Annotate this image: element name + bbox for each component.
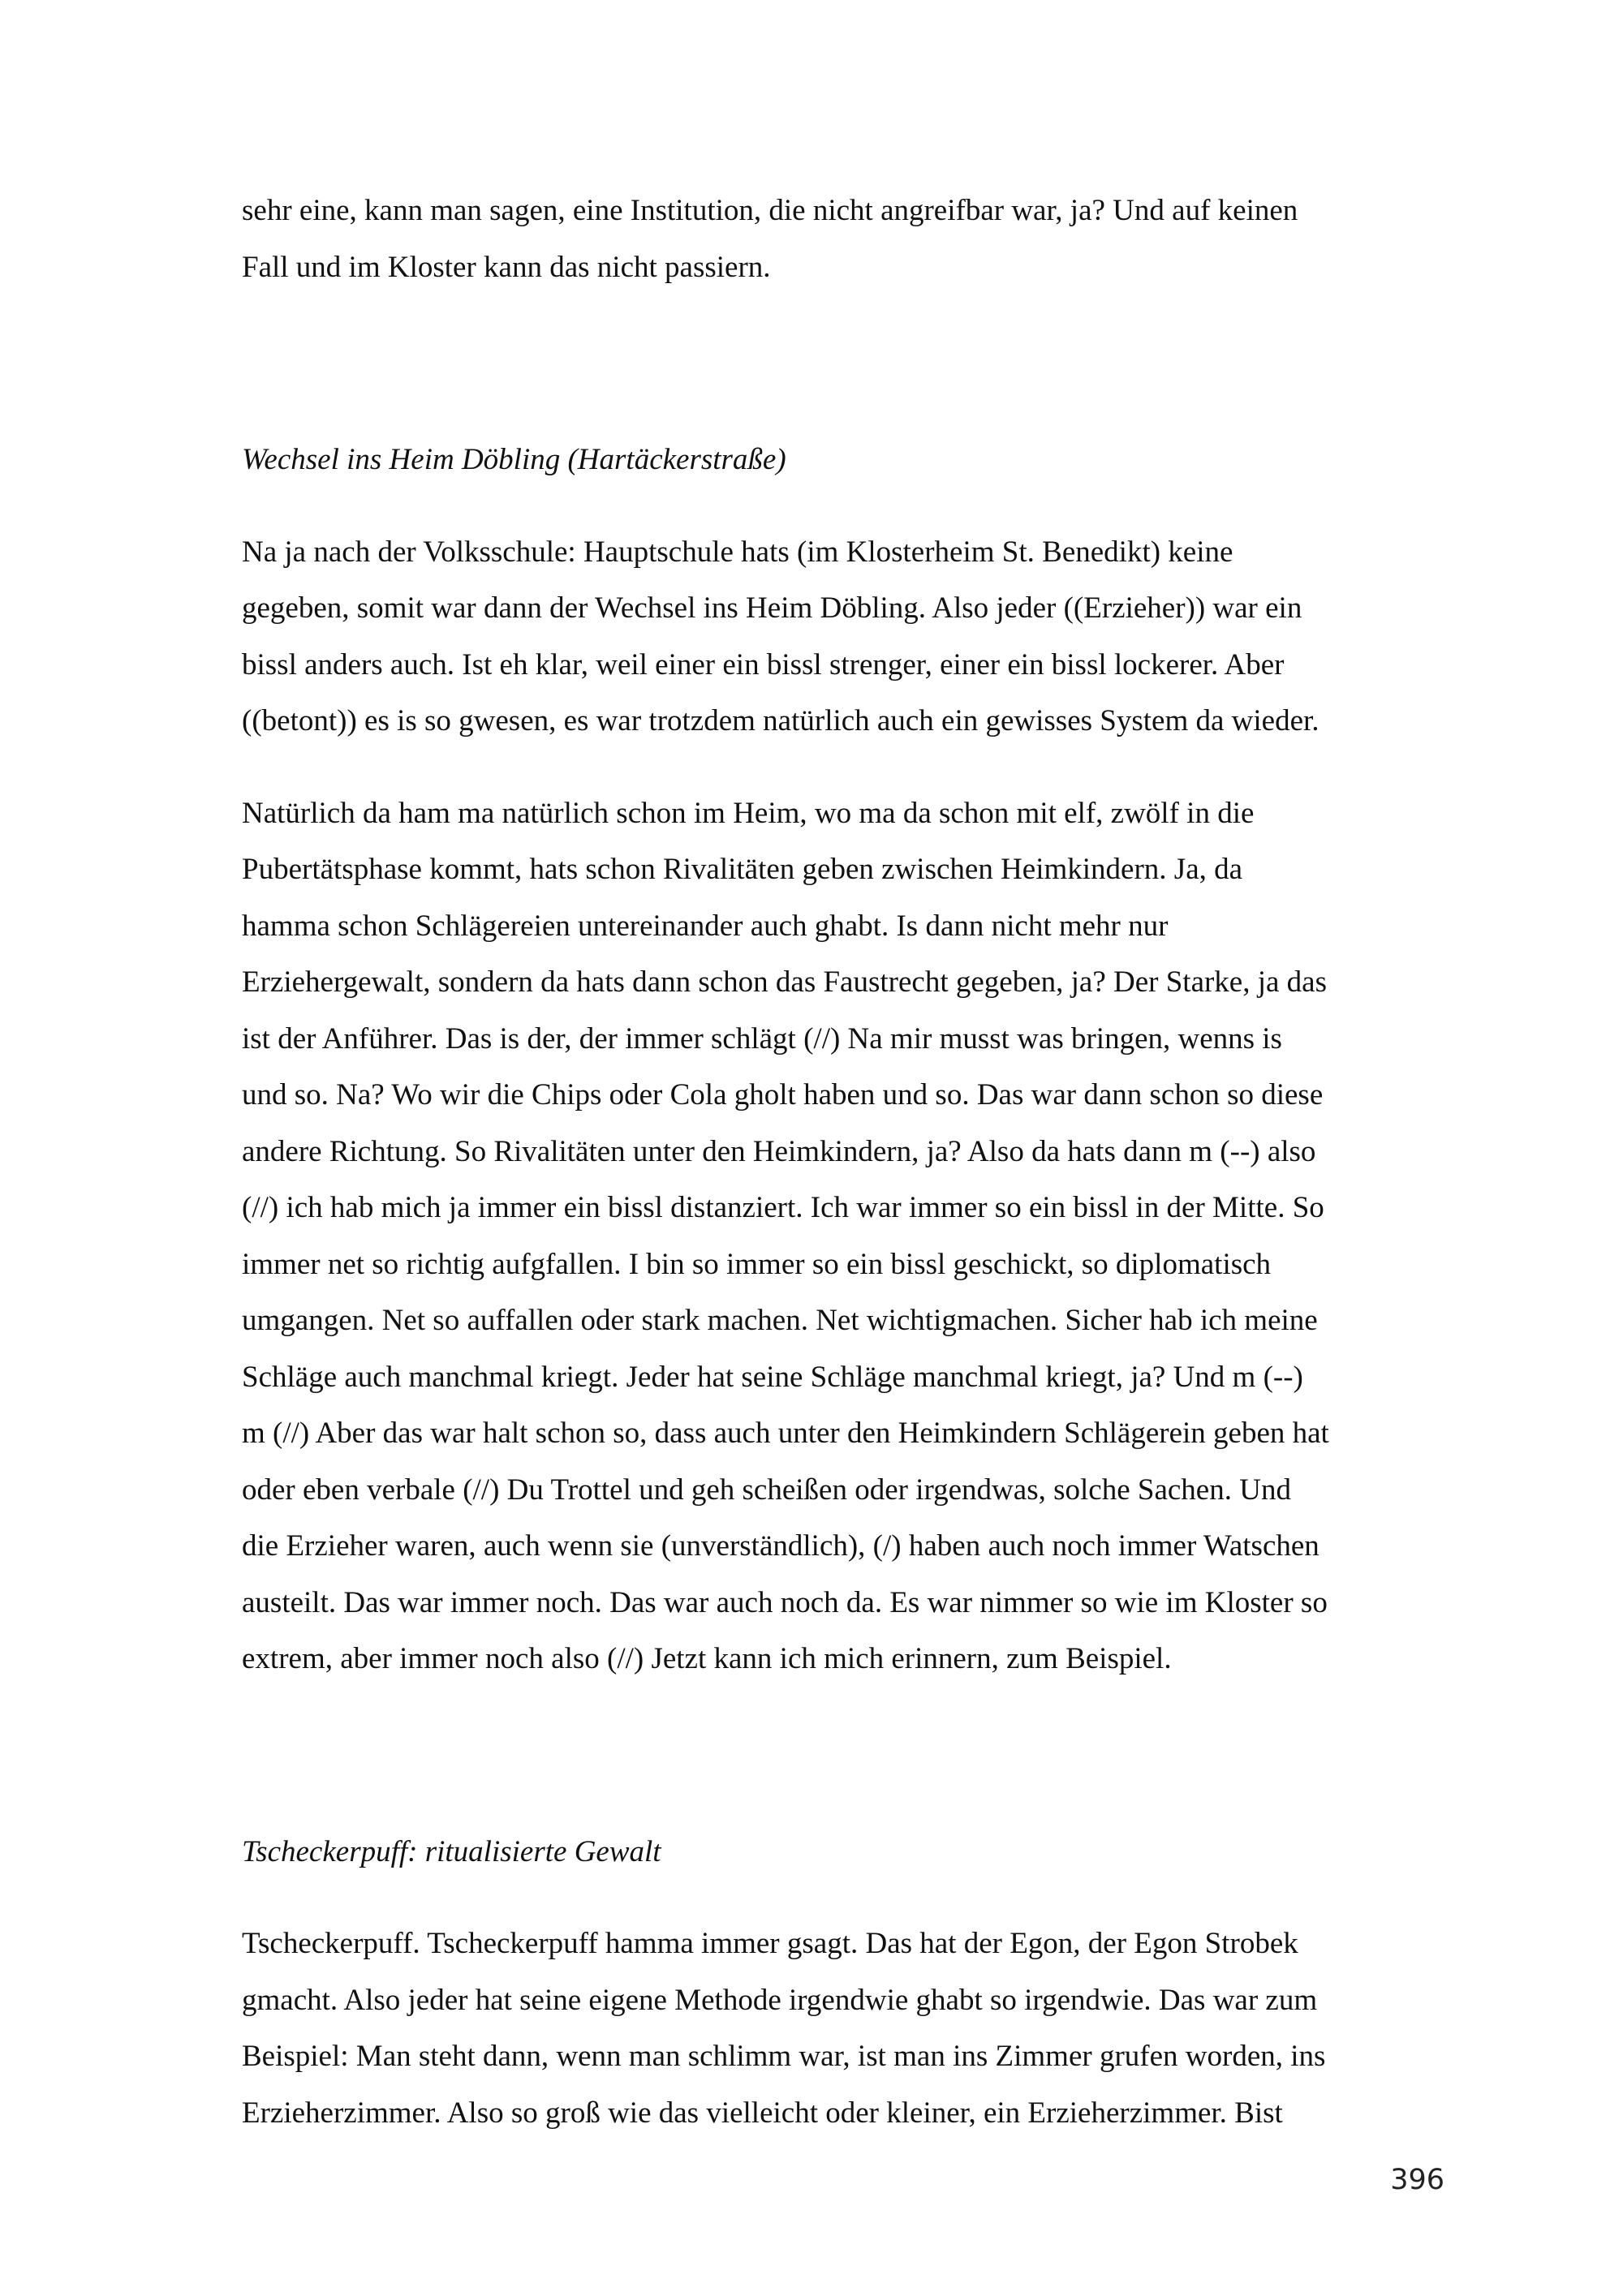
section-heading-wechsel: Wechsel ins Heim Döbling (Hartäckerstraße) <box>242 443 786 476</box>
section-1-paragraph-2: Natürlich da ham ma natürlich schon im Heim, wo ma da schon mit elf, zwölf in die Pubertätsphase kommt, hats schon Rivalitäten geben zwischen Heimkindern. Ja, da hamma schon Schlägereien untereinander auch ghabt. Is dann nicht mehr nur Erziehergewalt, sondern da hats dann schon das Faustrecht gegeben, ja? Der Starke, ja das ist der Anführer. Das is der, der immer schlägt (//) Na mir musst was bringen, wenns is und so. Na? Wo wir die Chips oder Cola gholt haben und so. Das war dann schon so diese andere Richtung. So Rivalitäten unter den Heimkindern, ja? Also da hats dann m (--) also (//) ich hab mich ja immer ein bissl distanziert. Ich war immer so ein bissl in der Mitte. So immer net so richtig aufgfallen. I bin so immer so ein bissl geschickt, so diplomatisch umgangen. Net so auffallen oder stark machen. Net wichtigmachen. Sicher hab ich meine Schläge auch manchmal kriegt. Jeder hat seine Schläge manchmal kriegt, ja? Und m (--) m (//) Aber das war halt schon so, dass auch unter den Heimkindern Schlägerein geben hat oder eben verbale (//) Du Trottel und geh scheißen oder irgendwas, solche Sachen. Und die Erzieher waren, auch wenn sie (unverständlich), (/) haben auch noch immer Watschen austeilt. Das war immer noch. Das war auch noch da. Es war nimmer so wie im Kloster so extrem, aber immer noch also (//) Jetzt kann ich mich erinnern, zum Beispiel. <box>242 796 1329 1675</box>
intro-paragraph: sehr eine, kann man sagen, eine Institution, die nicht angreifbar war, ja? Und auf keinen Fall und im Kloster kann das nicht passiern. <box>242 194 1298 284</box>
section-heading-tscheckerpuff: Tscheckerpuff: ritualisierte Gewalt <box>242 1834 661 1868</box>
page-number: 396 <box>1390 2164 1444 2196</box>
section-1-paragraph-1: Na ja nach der Volksschule: Hauptschule hats (im Klosterheim St. Benedikt) keine gegeben, somit war dann der Wechsel ins Heim Döbling. Also jeder ((Erzieher)) war ein bissl anders auch. Ist eh klar, weil einer ein bissl strenger, einer ein bissl lockerer. Aber ((betont)) es is so gwesen, es war trotzdem natürlich auch ein gewisses System da wieder. <box>242 535 1319 737</box>
section-2-paragraph-1: Tscheckerpuff. Tscheckerpuff hamma immer gsagt. Das hat der Egon, der Egon Strobek gmacht. Also jeder hat seine eigene Methode irgendwie ghabt so irgendwie. Das war zum Beispiel: Man steht dann, wenn man schlimm war, ist man ins Zimmer grufen worden, ins Erzieherzimmer. Also so groß wie das vielleicht oder kleiner, ein Erzieherzimmer. Bist <box>242 1927 1326 2130</box>
page-content <box>242 183 1443 2141</box>
